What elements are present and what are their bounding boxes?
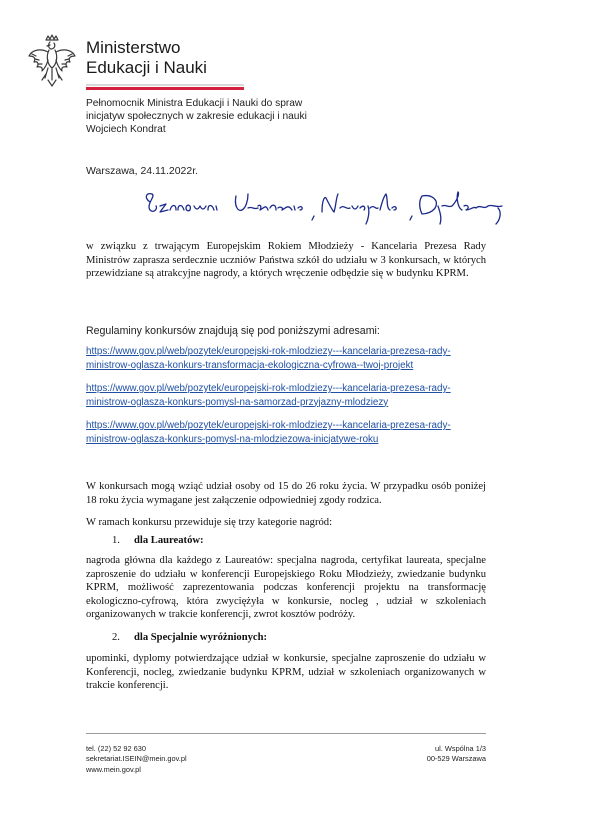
link-konkurs-transformacja[interactable] — [86, 345, 496, 372]
link-1-line2: ministrow-oglasza-konkurs-transformacja-ekologiczna-cyfrowa--twoj-projekt — [86, 359, 414, 371]
rules-heading: Regulaminy konkursów znajdują się pod poniższymi adresami: — [86, 325, 380, 337]
intro-paragraph — [86, 240, 486, 281]
link-2-line2: ministrow-oglasza-konkurs-pomysl-na-samorzad-przyjazny-mlodziezy — [86, 396, 389, 408]
eagle-emblem-icon — [26, 34, 78, 94]
link-1-line1: https://www.gov.pl/web/pozytek/europejski-rok-mlodziezy---kancelaria-prezesa-rady- — [86, 346, 451, 357]
footer-web: www.mein.gov.pl — [86, 764, 141, 774]
plenipotentiary-line1: Pełnomocnik Ministra Edukacji i Nauki do spraw — [86, 98, 303, 109]
ministry-name-line2: Edukacji i Nauki — [86, 58, 207, 77]
category-1-number: 1. — [112, 535, 120, 546]
category-2-heading — [112, 632, 267, 643]
footer-street: ul. Wspólna 1/3 — [435, 744, 486, 753]
link-konkurs-inicjatywa[interactable] — [86, 419, 496, 446]
date-line: Warszawa, 24.11.2022r. — [86, 165, 199, 177]
footer-address — [412, 744, 486, 765]
ministry-name — [86, 38, 207, 78]
category-1-text: nagroda główna dla każdego z Laureatów: specjalna nagroda, certyfikat laureata, specjalne zaproszenie do udziału w konferencji Europejskiego Roku Młodzieży, zwiedzanie budynku KPRM, możliwość zaprezentowania podczas konferencji projektu na transformację ekologiczno-cyfrową, która zwyciężyła w konkursie, nocleg , udział w szkoleniach organizowanych w trakcie konferencji, zwrot kosztów podróży. — [86, 555, 486, 621]
link-3-line1: https://www.gov.pl/web/pozytek/europejski-rok-mlodziezy---kancelaria-prezesa-rady- — [86, 420, 451, 431]
footer-city: 00-529 Warszawa — [426, 754, 486, 764]
ministry-name-line1: Ministerstwo — [86, 38, 181, 57]
category-2-title: dla Specjalnie wyróżnionych: — [134, 632, 268, 643]
intro-text: w związku z trwającym Europejskim Rokiem Młodzieży - Kancelaria Prezesa Rady Ministrów zaprasza serdecznie uczniów Państwa szkół do udziału w 3 konkursach, w których przewidziane są atrakcyjne nagrody, a których wręczenie odbędzie się w budynku KPRM. — [86, 241, 486, 280]
category-2-text: upominki, dyplomy potwierdzające udział w konkursie, specjalne zaproszenie do udziału w Konferencji, nocleg, zwiedzanie budynku KPRM, udział w szkoleniach organizowanych w trakcie konferencji. — [86, 653, 486, 692]
link-3-line2: ministrow-oglasza-konkurs-pomysl-na-mlodziezowa-inicjatywe-roku — [86, 433, 379, 445]
footer-phone: tel. (22) 52 92 630 — [86, 744, 146, 753]
flag-divider — [86, 84, 244, 90]
footer-email: sekretariat.ISEIN@mein.gov.pl — [86, 754, 187, 764]
link-konkurs-samorzad[interactable] — [86, 382, 496, 409]
category-2-number: 2. — [112, 632, 120, 643]
handwritten-salutation — [142, 188, 522, 228]
plenipotentiary-block — [86, 97, 307, 137]
category-1-heading — [112, 535, 204, 546]
plenipotentiary-line3: Wojciech Kondrat — [86, 124, 166, 136]
footer-contact — [86, 744, 187, 775]
eligibility-paragraph: W konkursach mogą wziąć udział osoby od 15 do 26 roku życia. W przypadku osób poniżej 18 roku życia wymagane jest załączenie odpowiedniej zgody rodzica. — [86, 481, 486, 506]
footer-divider — [86, 733, 486, 734]
categories-intro: W ramach konkursu przewiduje się trzy kategorie nagród: — [86, 517, 333, 528]
plenipotentiary-line2: inicjatyw społecznych w zakresie edukacji i nauki — [86, 111, 307, 123]
link-2-line1: https://www.gov.pl/web/pozytek/europejski-rok-mlodziezy---kancelaria-prezesa-rady- — [86, 383, 451, 394]
category-1-title: dla Laureatów: — [134, 535, 204, 546]
